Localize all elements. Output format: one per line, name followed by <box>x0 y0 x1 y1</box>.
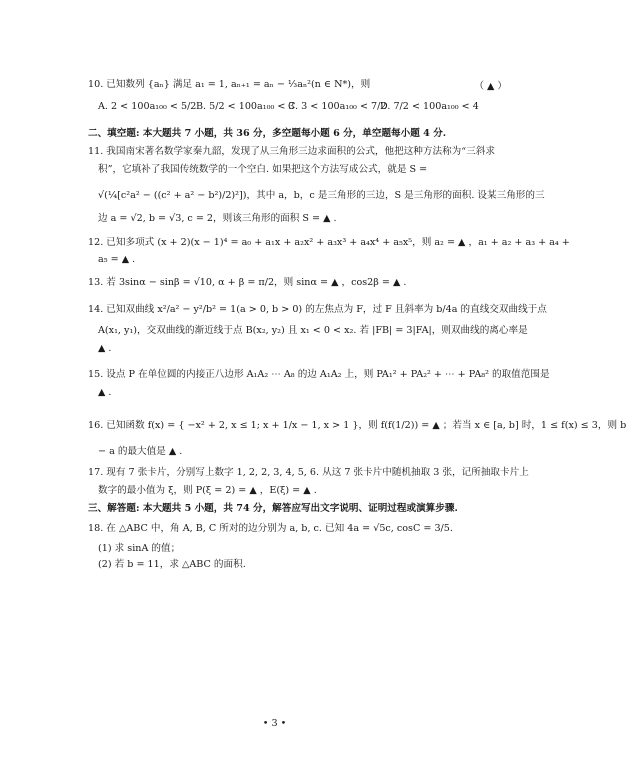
q13: 13. 若 3sinα − sinβ = √10, α + β = π/2，则 sinα = ▲ ，cos2β = ▲ . <box>88 277 407 288</box>
q10-option-d: D. 7/2 < 100a₁₀₀ < 4 <box>380 101 479 112</box>
q14-line-2: A(x₁, y₁)，交双曲线的渐近线于点 B(x₂, y₂) 且 x₁ < 0 < x₂. 若 |FB| = 3|FA|，则双曲线的离心率是 <box>98 325 528 336</box>
q12-line-1: 12. 已知多项式 (x + 2)(x − 1)⁴ = a₀ + a₁x + a₂x² + a₃x³ + a₄x⁴ + a₅x⁵，则 a₂ = ▲ ，a₁ + a₂ + a₃ + a₄ + <box>88 237 570 248</box>
section-2-heading: 二、填空题: 本大题共 7 小题，共 36 分，多空题每小题 6 分，单空题每小题 4 分. <box>88 128 447 139</box>
q18-line-1: 18. 在 △ABC 中，角 A, B, C 所对的边分别为 a, b, c. 已知 4a = √5c, cosC = 3/5. <box>88 523 453 534</box>
q12-line-2: a₅ = ▲ . <box>98 254 136 265</box>
q10-answer-mark: （ ▲ ） <box>474 81 507 92</box>
q14-line-1: 14. 已知双曲线 x²/a² − y²/b² = 1(a > 0, b > 0) 的左焦点为 F，过 F 且斜率为 b/4a 的直线交双曲线于点 <box>88 304 547 315</box>
q10-option-c: C. 3 < 100a₁₀₀ < 7/2 <box>288 101 387 112</box>
q15-line-2: ▲ . <box>98 387 112 398</box>
q18-part-1: (1) 求 sinA 的值； <box>98 543 181 554</box>
q15-line-1: 15. 设点 P 在单位圆的内接正八边形 A₁A₂ ⋯ A₈ 的边 A₁A₂ 上，则 PA₁² + PA₂² + ⋯ + PA₈² 的取值范围是 <box>88 369 550 380</box>
page-number: • 3 • <box>262 718 287 729</box>
q10-option-a: A. 2 < 100a₁₀₀ < 5/2 <box>98 101 197 112</box>
q17-line-2: 数字的最小值为 ξ，则 P(ξ = 2) = ▲ ，E(ξ) = ▲ . <box>98 485 317 496</box>
q17-line-1: 17. 现有 7 张卡片，分别写上数字 1, 2, 2, 3, 4, 5, 6. 从这 7 张卡片中随机抽取 3 张，记所抽取卡片上 <box>88 467 529 478</box>
q10-option-b: B. 5/2 < 100a₁₀₀ < 3 <box>196 101 295 112</box>
q16-line-1: 16. 已知函数 f(x) = { −x² + 2, x ≤ 1; x + 1/x − 1, x > 1 }，则 f(f(1/2)) = ▲ ；若当 x ∈ [a, b] 时，1 ≤ f(x) ≤ 3，则 b <box>88 420 626 431</box>
q16-line-2: − a 的最大值是 ▲ . <box>98 446 183 457</box>
q11-line-3: √(¼[c²a² − ((c² + a² − b²)/2)²])，其中 a，b，c 是三角形的三边，S 是三角形的面积. 设某三角形的三 <box>98 190 545 201</box>
q11-line-1: 11. 我国南宋著名数学家秦九韶，发现了从三角形三边求面积的公式，他把这种方法称为“三斜求 <box>88 146 495 157</box>
section-3-heading: 三、解答题: 本大题共 5 小题，共 74 分，解答应写出文字说明、证明过程或演算步骤. <box>88 503 458 514</box>
q11-line-2: 积”，它填补了我国传统数学的一个空白. 如果把这个方法写成公式，就是 S = <box>98 164 428 175</box>
q11-line-4: 边 a = √2, b = √3, c = 2，则该三角形的面积 S = ▲ . <box>98 213 337 224</box>
q10-stem: 10. 已知数列 {aₙ} 满足 a₁ = 1, aₙ₊₁ = aₙ − ⅓aₙ²(n ∈ N*)，则 <box>88 79 371 90</box>
q14-line-3: ▲ . <box>98 343 112 354</box>
q18-part-2: (2) 若 b = 11，求 △ABC 的面积. <box>98 559 246 570</box>
